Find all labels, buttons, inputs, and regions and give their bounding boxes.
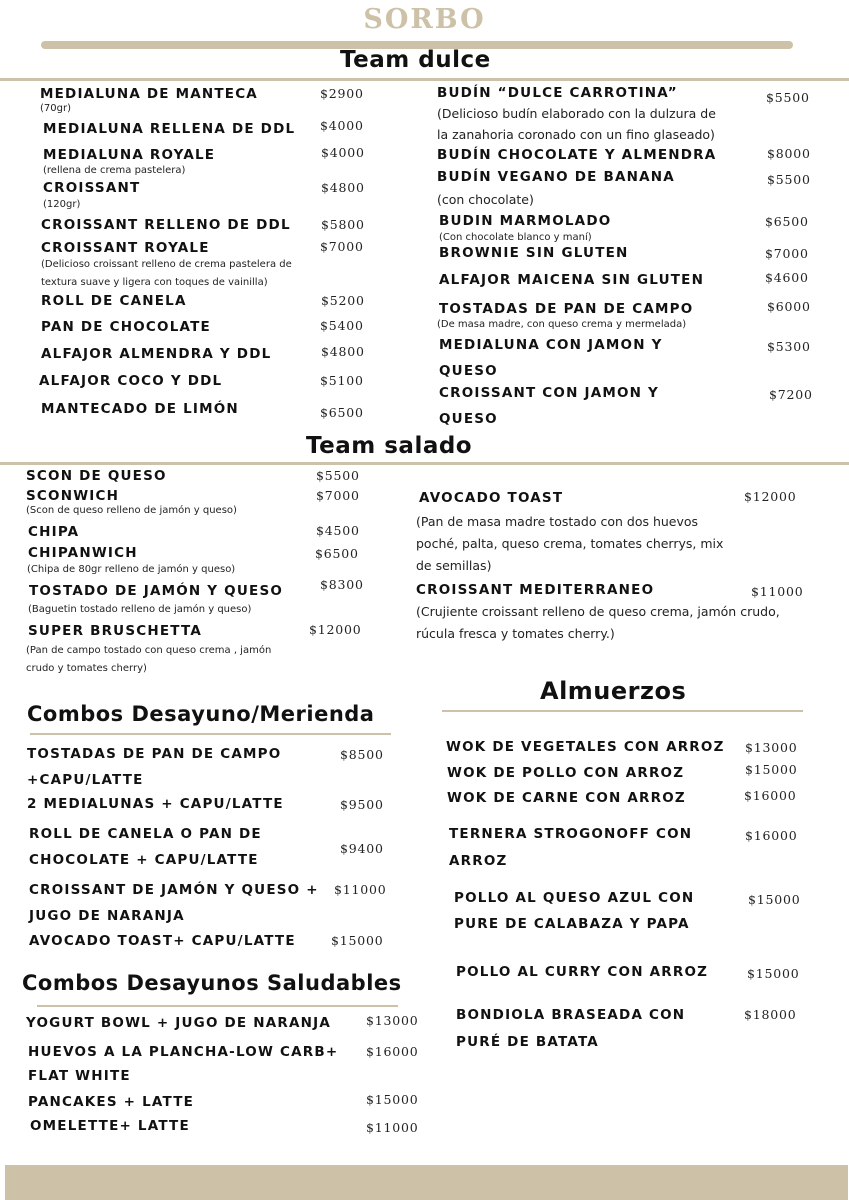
menu-item-name: BUDÍN CHOCOLATE Y ALMENDRA [437, 147, 717, 163]
menu-item-price: $7000 [320, 239, 364, 254]
menu-item-name: CROISSANT RELLENO DE DDL [41, 217, 291, 233]
menu-item-desc: (Con chocolate blanco y maní) [439, 232, 592, 243]
menu-item-name: PAN DE CHOCOLATE [41, 319, 211, 335]
menu-item-desc: de semillas) [416, 558, 492, 573]
menu-item-desc: textura suave y ligera con toques de vainilla) [41, 277, 268, 288]
menu-item-name: AVOCADO TOAST+ CAPU/LATTE [29, 933, 296, 949]
menu-item-name: CHIPANWICH [28, 545, 138, 561]
menu-item-name: PANCAKES + LATTE [28, 1094, 195, 1110]
menu-item-name: PURE DE CALABAZA Y PAPA [454, 916, 690, 932]
menu-item-price: $7000 [316, 488, 360, 503]
menu-item-price: $15000 [745, 762, 798, 777]
divider [0, 78, 849, 81]
menu-item-price: $5200 [321, 293, 365, 308]
menu-item-name: WOK DE VEGETALES CON ARROZ [446, 739, 725, 755]
menu-item-price: $6000 [767, 299, 811, 314]
menu-item-name: TERNERA STROGONOFF CON [449, 826, 693, 842]
menu-item-name: JUGO DE NARANJA [29, 908, 185, 924]
section-title-combos-saludables: Combos Desayunos Saludables [22, 971, 402, 995]
menu-item-desc: (Scon de queso relleno de jamón y queso) [26, 505, 237, 516]
menu-item-name: WOK DE POLLO CON ARROZ [447, 765, 685, 781]
menu-item-price: $12000 [309, 622, 362, 637]
menu-item-name: SCONWICH [26, 488, 120, 504]
menu-item-name: QUESO [439, 363, 498, 379]
menu-item-price: $6500 [320, 405, 364, 420]
menu-item-price: $4600 [765, 270, 809, 285]
menu-item-desc: (con chocolate) [437, 192, 534, 207]
menu-item-name: ROLL DE CANELA [41, 293, 187, 309]
menu-item-price: $5400 [320, 318, 364, 333]
menu-item-desc: (Crujiente croissant relleno de queso crema, jamón crudo, [416, 604, 780, 619]
menu-item-price: $4800 [321, 180, 365, 195]
menu-item-name: FLAT WHITE [28, 1068, 131, 1084]
menu-item-price: $11000 [366, 1120, 419, 1135]
menu-item-name: BUDÍN “DULCE CARROTINA” [437, 85, 678, 101]
section-title-combos-desayuno: Combos Desayuno/Merienda [27, 702, 375, 726]
menu-item-price: $2900 [320, 86, 364, 101]
menu-item-name: OMELETTE+ LATTE [30, 1118, 190, 1134]
menu-item-price: $4000 [321, 145, 365, 160]
menu-item-name: CHIPA [28, 524, 80, 540]
menu-item-name: ROLL DE CANELA O PAN DE [29, 826, 262, 842]
menu-item-name: MEDIALUNA CON JAMON Y [439, 337, 663, 353]
menu-item-desc: (Delicioso croissant relleno de crema pastelera de [41, 259, 292, 270]
section-title-team-salado: Team salado [306, 433, 473, 459]
menu-item-name: TOSTADAS DE PAN DE CAMPO [439, 301, 694, 317]
menu-item-desc: (Delicioso budín elaborado con la dulzura de [437, 106, 716, 121]
menu-item-price: $5800 [321, 217, 365, 232]
section-title-almuerzos: Almuerzos [540, 677, 687, 705]
menu-item-name: MEDIALUNA RELLENA DE DDL [43, 121, 296, 137]
menu-item-price: $13000 [745, 740, 798, 755]
menu-item-price: $4800 [321, 344, 365, 359]
menu-item-name: SUPER BRUSCHETTA [28, 623, 203, 639]
menu-item-price: $5300 [767, 339, 811, 354]
menu-item-desc: (Baguetin tostado relleno de jamón y queso) [28, 604, 252, 615]
footer-band [5, 1165, 848, 1200]
menu-item-name: MEDIALUNA DE MANTECA [40, 86, 258, 102]
divider [30, 733, 391, 735]
menu-item-name: ALFAJOR MAICENA SIN GLUTEN [439, 272, 705, 288]
menu-item-desc: (rellena de crema pastelera) [43, 165, 186, 176]
menu-item-desc: la zanahoria coronado con un fino glaseado) [437, 127, 715, 142]
menu-item-name: AVOCADO TOAST [419, 490, 564, 506]
menu-item-price: $8300 [320, 577, 364, 592]
menu-item-price: $5500 [316, 468, 360, 483]
menu-item-price: $11000 [751, 584, 804, 599]
divider [442, 710, 803, 712]
menu-item-price: $12000 [744, 489, 797, 504]
menu-item-desc: (Pan de campo tostado con queso crema , jamón [26, 645, 272, 656]
menu-item-desc: (70gr) [40, 103, 71, 114]
menu-item-name: 2 MEDIALUNAS + CAPU/LATTE [27, 796, 284, 812]
menu-item-desc: (De masa madre, con queso crema y mermelada) [437, 319, 687, 330]
brand-logo: SORBO [363, 4, 486, 35]
menu-item-desc: (Pan de masa madre tostado con dos huevos [416, 514, 699, 529]
menu-item-price: $15000 [331, 933, 384, 948]
menu-item-name: CROISSANT [43, 180, 141, 196]
menu-item-price: $9400 [340, 841, 384, 856]
menu-item-name: BUDÍN VEGANO DE BANANA [437, 169, 675, 185]
menu-item-price: $9500 [340, 797, 384, 812]
menu-item-name: ALFAJOR ALMENDRA Y DDL [41, 346, 272, 362]
menu-item-price: $16000 [366, 1044, 419, 1059]
menu-item-name: CROISSANT ROYALE [41, 240, 210, 256]
menu-item-price: $5500 [766, 90, 810, 105]
menu-item-name: +CAPU/LATTE [27, 772, 144, 788]
menu-item-name: TOSTADAS DE PAN DE CAMPO [27, 746, 282, 762]
menu-item-name: CROISSANT MEDITERRANEO [416, 582, 655, 598]
divider [0, 462, 849, 465]
menu-item-price: $18000 [744, 1007, 797, 1022]
menu-item-name: CHOCOLATE + CAPU/LATTE [29, 852, 259, 868]
menu-item-desc: crudo y tomates cherry) [26, 663, 147, 674]
menu-item-price: $11000 [334, 882, 387, 897]
menu-item-price: $15000 [747, 966, 800, 981]
menu-item-name: CROISSANT DE JAMÓN Y QUESO + [29, 882, 319, 898]
menu-item-name: MANTECADO DE LIMÓN [41, 401, 239, 417]
menu-item-price: $5500 [767, 172, 811, 187]
menu-item-name: POLLO AL CURRY CON ARROZ [456, 964, 709, 980]
menu-item-desc: poché, palta, queso crema, tomates cherrys, mix [416, 536, 724, 551]
menu-item-name: HUEVOS A LA PLANCHA-LOW CARB+ [28, 1044, 339, 1060]
menu-item-price: $6500 [765, 214, 809, 229]
menu-item-desc: (Chipa de 80gr relleno de jamón y queso) [27, 564, 236, 575]
menu-item-price: $7000 [765, 246, 809, 261]
menu-item-price: $8000 [767, 146, 811, 161]
menu-item-name: ALFAJOR COCO Y DDL [39, 373, 223, 389]
menu-item-price: $7200 [769, 387, 813, 402]
menu-item-price: $4000 [320, 118, 364, 133]
menu-item-price: $13000 [366, 1013, 419, 1028]
menu-item-desc: (120gr) [43, 199, 81, 210]
menu-item-price: $15000 [748, 892, 801, 907]
menu-item-name: CROISSANT CON JAMON Y [439, 385, 660, 401]
menu-item-price: $16000 [745, 828, 798, 843]
menu-item-price: $5100 [320, 373, 364, 388]
menu-item-price: $8500 [340, 747, 384, 762]
menu-item-name: PURÉ DE BATATA [456, 1034, 599, 1050]
menu-item-name: WOK DE CARNE CON ARROZ [447, 790, 686, 806]
menu-item-name: BROWNIE SIN GLUTEN [439, 245, 629, 261]
menu-item-desc: rúcula fresca y tomates cherry.) [416, 626, 615, 641]
menu-item-name: YOGURT BOWL + JUGO DE NARANJA [26, 1015, 332, 1031]
menu-item-name: POLLO AL QUESO AZUL CON [454, 890, 695, 906]
menu-item-name: BONDIOLA BRASEADA CON [456, 1007, 686, 1023]
menu-item-price: $6500 [315, 546, 359, 561]
menu-item-name: SCON DE QUESO [26, 468, 167, 484]
divider [37, 1005, 398, 1007]
section-title-team-dulce: Team dulce [340, 47, 491, 73]
menu-item-price: $15000 [366, 1092, 419, 1107]
menu-item-name: MEDIALUNA ROYALE [43, 147, 216, 163]
menu-item-name: QUESO [439, 411, 498, 427]
menu-item-price: $16000 [744, 788, 797, 803]
menu-item-name: TOSTADO DE JAMÓN Y QUESO [29, 583, 284, 599]
menu-item-price: $4500 [316, 523, 360, 538]
menu-item-name: ARROZ [449, 853, 508, 869]
menu-item-name: BUDIN MARMOLADO [439, 213, 612, 229]
